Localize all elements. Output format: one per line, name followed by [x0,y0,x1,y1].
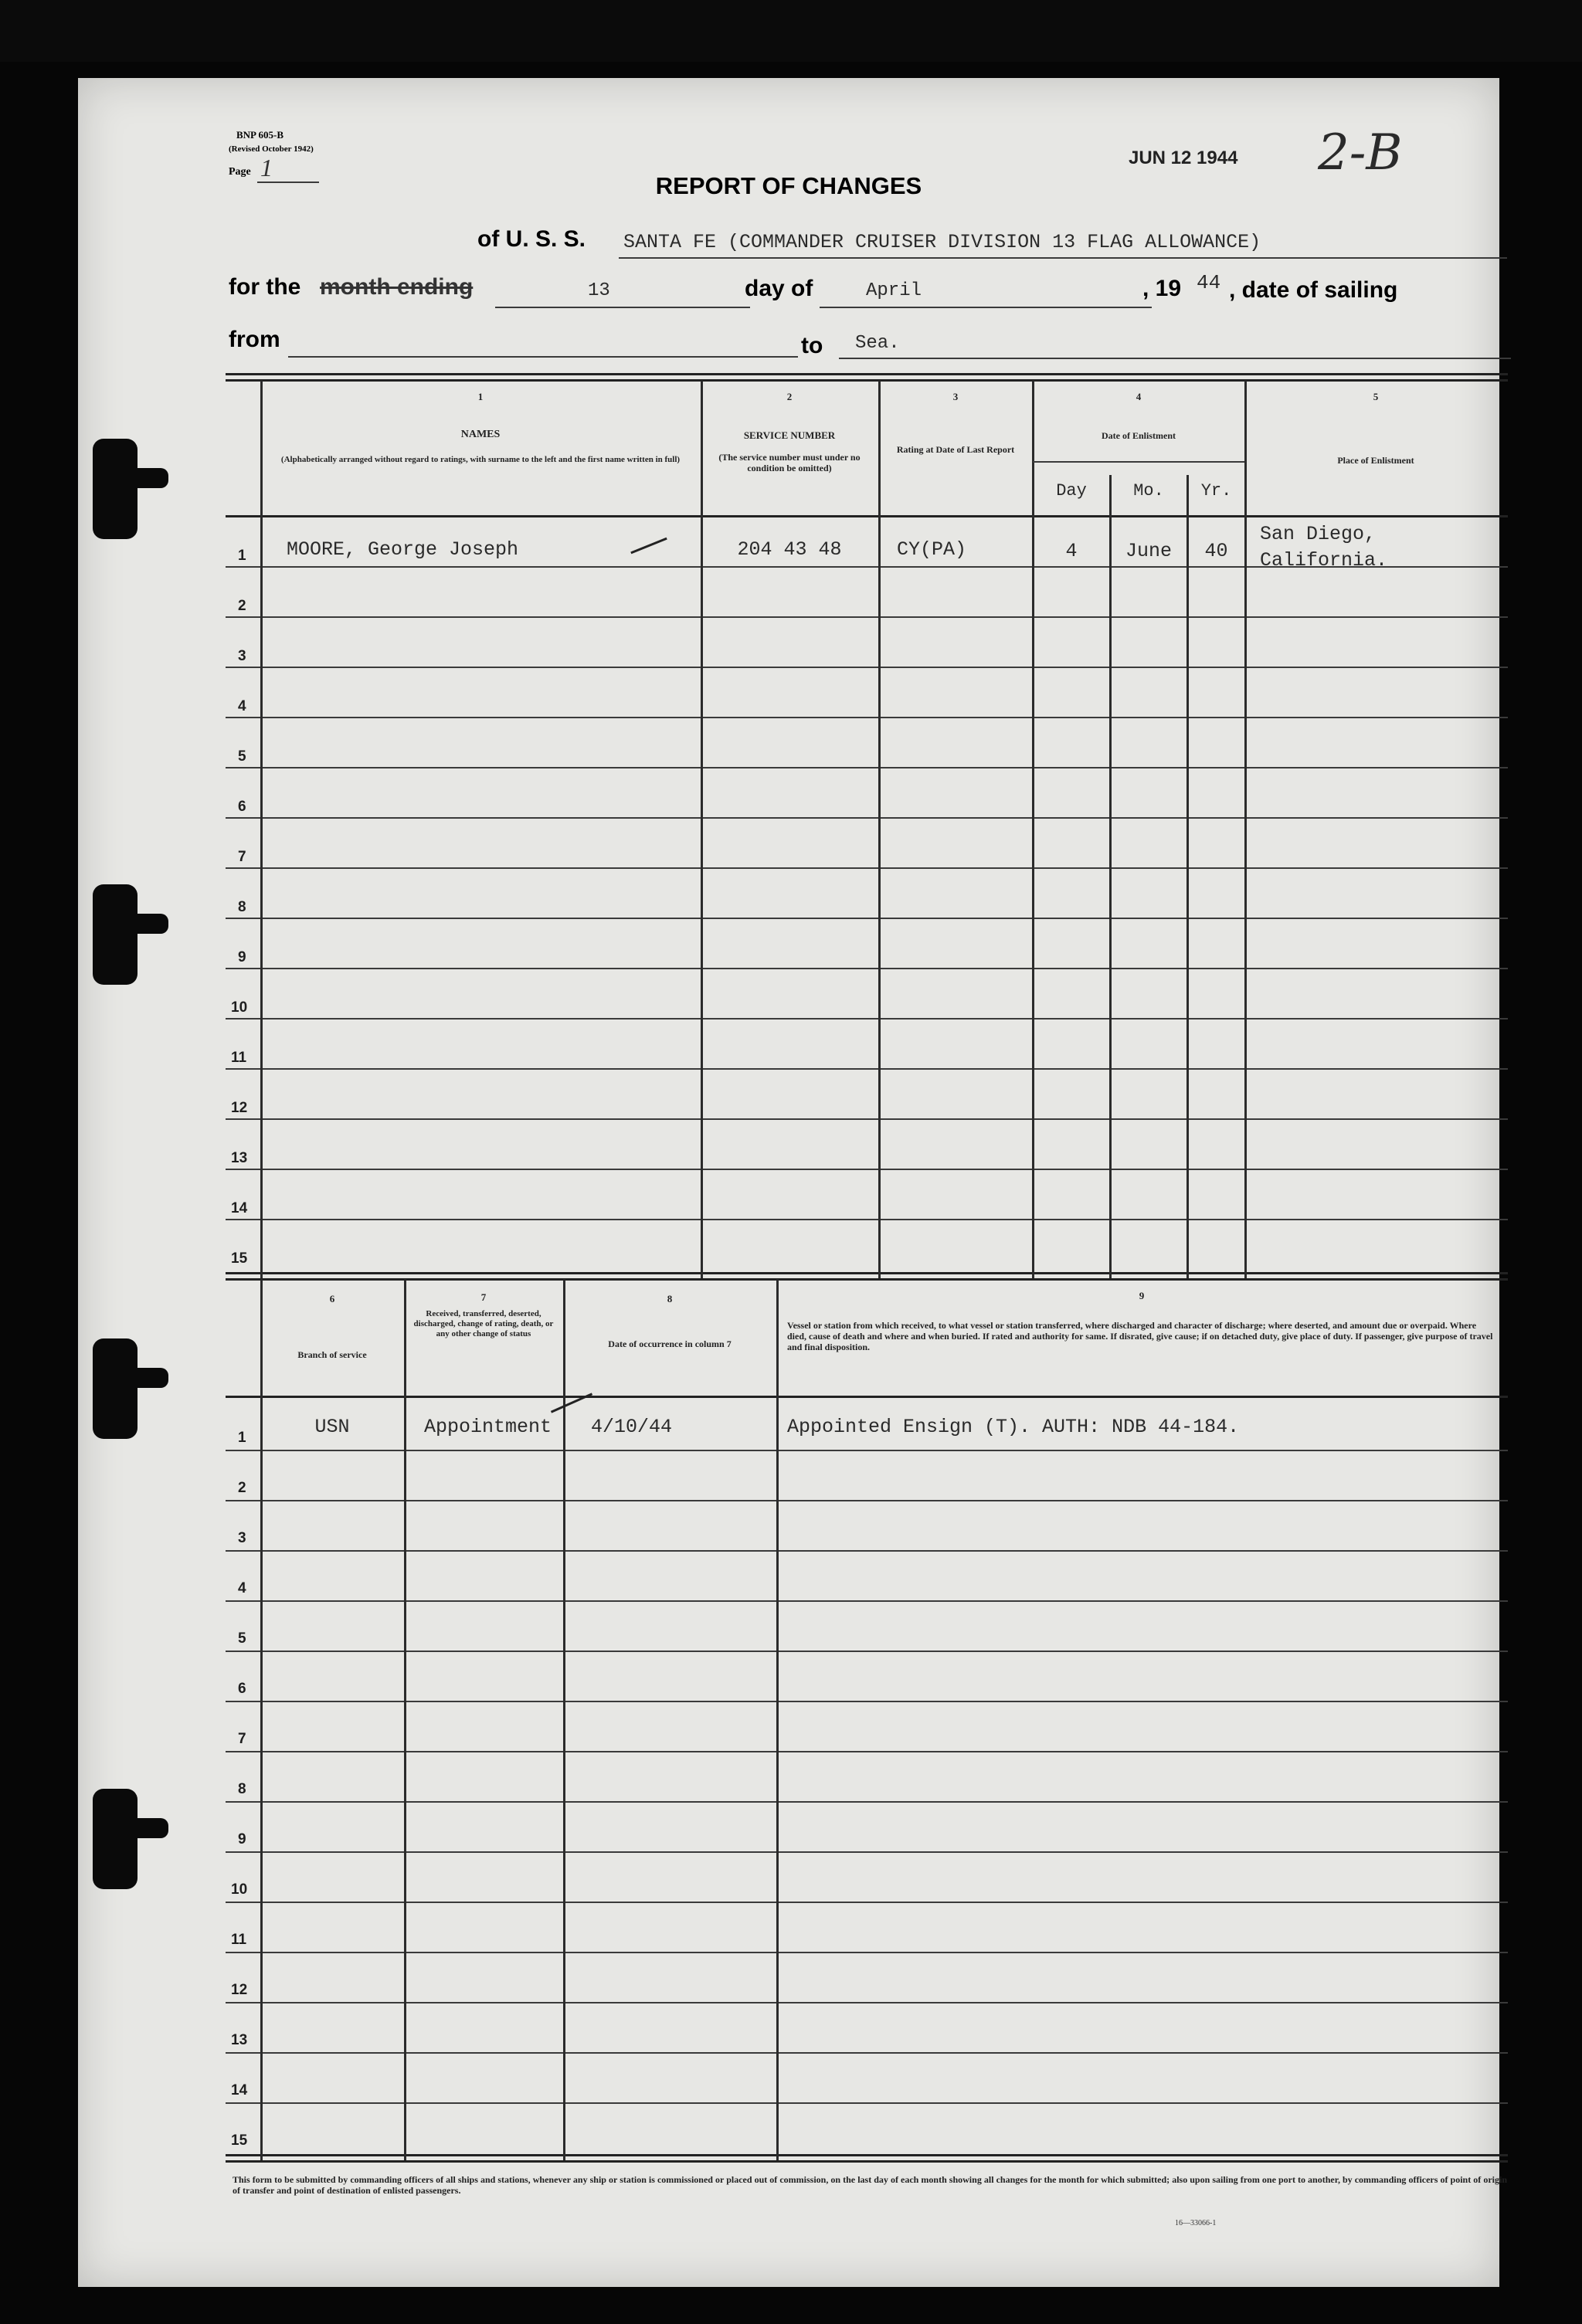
page-label: Page [229,166,251,178]
lower-row-number: 2 [238,1480,246,1496]
row1-place-line2: California. [1260,549,1388,572]
names-header: NAMES [460,429,501,440]
service-number-note: (The service number must under no condition be omitted) [718,452,861,473]
upper-row-number: 8 [238,899,246,915]
upper-row-number: 4 [238,698,246,714]
place-of-enlistment-header: Place of Enlistment [1337,455,1414,466]
col-number-9: 9 [1139,1290,1145,1301]
year-prefix: , 19 [1142,276,1182,301]
struck-month-ending: month ending [320,274,474,300]
upper-row-number: 1 [238,548,246,564]
lower-row-number: 3 [238,1530,246,1546]
lower-row-number: 8 [238,1781,246,1797]
row1-date: 4/10/44 [591,1416,673,1438]
upper-row-number: 6 [238,799,246,815]
upper-row-number: 9 [238,949,246,965]
lower-row-number: 4 [238,1580,246,1596]
col-number-3: 3 [952,391,959,402]
to-label: to [801,333,823,358]
names-note: (Alphabetically arranged without regard to ratings, with surname to the left and the first name written in full) [280,455,681,464]
row1-branch: USN [314,1416,350,1438]
lower-row-number: 13 [231,2032,248,2048]
ship-name: SANTA FE (COMMANDER CRUISER DIVISION 13 FLAG ALLOWANCE) [623,231,1261,253]
binder-clip [93,1789,137,1889]
lower-row-number: 14 [231,2082,248,2098]
to-value: Sea. [855,333,900,354]
date-of-enlistment-header: Date of Enlistment [1102,430,1176,441]
form-id: BNP 605-B [236,129,284,141]
for-the-label: for the [229,274,301,300]
date-of-sailing-label: , date of sailing [1229,277,1398,303]
lower-row-number: 11 [231,1932,247,1948]
upper-row-number: 12 [231,1100,248,1116]
of-uss-label: of U. S. S. [477,226,586,252]
rating-header: Rating at Date of Last Report [896,444,1015,455]
row1-service-number: 204 43 48 [737,538,842,561]
upper-row-number: 5 [238,748,246,765]
row1-day: 4 [1065,540,1078,562]
month-value: April [866,280,922,301]
form-revised: (Revised October 1942) [229,144,314,154]
year-value: 44 [1197,271,1221,294]
day-of-label: day of [745,276,813,301]
page-number: 1 [260,154,273,182]
col-number-8: 8 [667,1293,673,1304]
upper-row-number: 13 [231,1150,248,1166]
print-code: 16—33066-1 [1175,2219,1217,2227]
lower-row-number: 7 [238,1731,246,1747]
date-stamp: JUN 12 1944 [1129,148,1238,168]
row1-name: MOORE, George Joseph [287,538,519,561]
lower-row-number: 12 [231,1982,248,1998]
report-of-changes-form [78,78,1507,2287]
lower-row-number: 1 [238,1430,246,1446]
upper-row-number: 10 [231,999,248,1016]
col-number-4: 4 [1136,391,1142,402]
lower-row-number: 5 [238,1630,246,1647]
upper-row-number: 15 [231,1250,248,1267]
row1-place-line1: San Diego, [1260,523,1377,545]
row1-month: June [1125,540,1172,562]
row1-year: 40 [1204,540,1228,562]
service-number-header: SERVICE NUMBER [743,429,836,441]
upper-row-number: 7 [238,849,246,865]
film-border-top [0,0,1582,62]
from-label: from [229,327,280,352]
binder-clip [93,884,137,985]
row1-rating: CY(PA) [897,538,967,561]
row1-change: Appointment [424,1416,552,1438]
binder-clip [93,1338,137,1439]
lower-row-number: 6 [238,1681,246,1697]
day-header: Day [1056,481,1087,500]
handwritten-code: 2-B [1318,124,1403,182]
footer-note: This form to be submitted by commanding officers of all ships and stations, whenever any ship or station is commissioned or placed out of commission, on the last day of each month showing all changes for the month for which submitted; also upon sailing from one port to another, by commanding officers of point of origin of transfer and point of destination of enlisted passengers. [233,2174,1507,2196]
col-number-7: 7 [480,1291,487,1303]
col-number-6: 6 [329,1293,335,1304]
branch-header: Branch of service [297,1349,367,1360]
lower-row-number: 9 [238,1831,246,1847]
binder-clip [93,439,137,539]
check-mark [630,538,667,555]
upper-row-number: 14 [231,1200,248,1216]
lower-row-number: 10 [231,1881,248,1898]
upper-row-number: 2 [238,598,246,614]
yr-header: Yr. [1200,481,1232,500]
received-header: Received, transferred, deserted, discharged, change of rating, death, or any other change of status [413,1309,554,1338]
mo-header: Mo. [1133,481,1164,500]
col-number-2: 2 [786,391,793,402]
day-value: 13 [588,280,610,301]
occurrence-header: Date of occurrence in column 7 [608,1338,732,1349]
page-title: REPORT OF CHANGES [655,172,922,199]
vessel-header: Vessel or station from which received, to what vessel or station transferred, where discharged and character of discharge; where deserted, and amount due or overpaid. Where died, cause of death and where and when buried. If rated and authority for same. If disrated, give cause; if on detached duty, give place of duty. If passenger, give purpose of travel and final disposition. [787,1320,1493,1352]
col-number-1: 1 [477,391,484,402]
upper-row-number: 3 [238,648,246,664]
upper-row-number: 11 [231,1050,247,1066]
lower-row-number: 15 [231,2132,248,2149]
col-number-5: 5 [1373,391,1379,402]
row1-remarks: Appointed Ensign (T). AUTH: NDB 44-184. [787,1416,1240,1438]
